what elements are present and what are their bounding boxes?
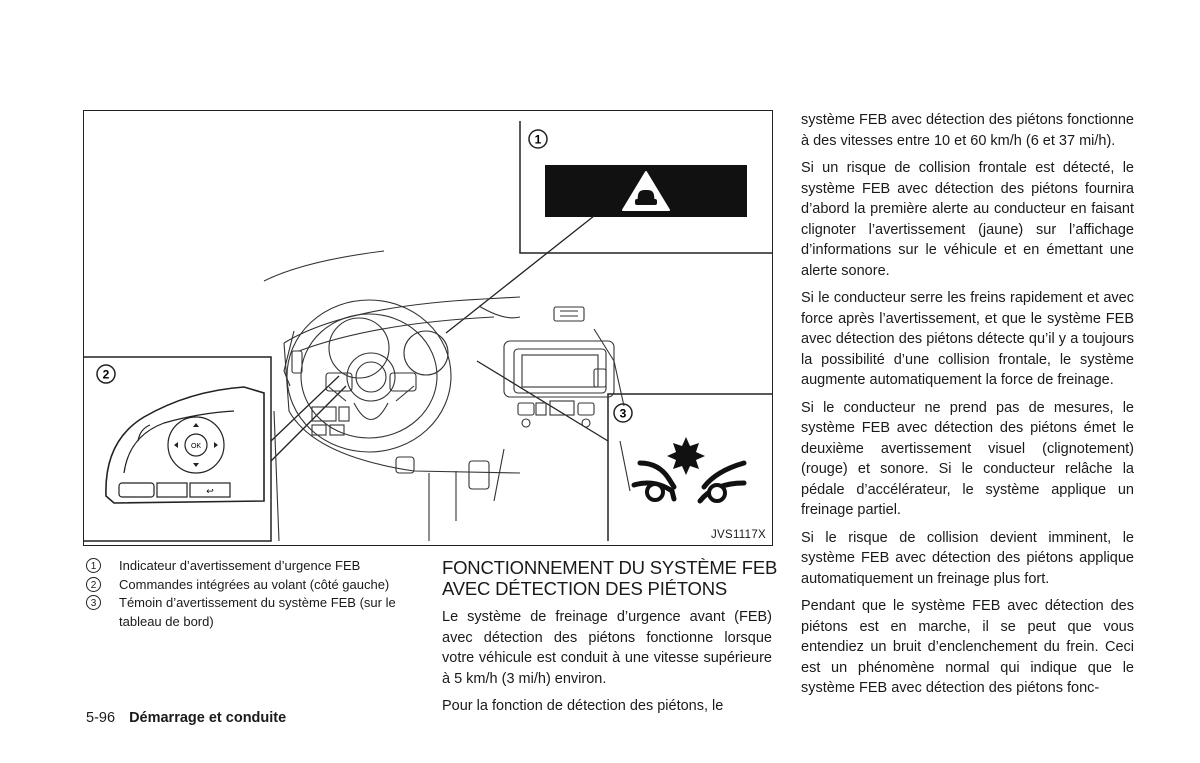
caption-item xyxy=(86,557,426,576)
callout-label-1: 1 xyxy=(534,132,542,147)
caption-number: 3 xyxy=(86,595,101,610)
section-title: FONCTIONNEMENT DU SYSTÈME FEB AVEC DÉTECTION DES PIÉTONS xyxy=(442,557,778,599)
figure-code: JVS1117X xyxy=(710,529,766,541)
chapter-title: Démarrage et conduite xyxy=(129,710,287,726)
paragraph: Si le conducteur ne prend pas de mesures, le système FEB avec détection des piétons émet le deuxième avertissement visuel (clignotement) (rouge) et sonore. Si le conducteur relâche la pédale d’accélérateur, le système applique un freinage partiel. xyxy=(801,399,1134,518)
paragraph: Si le conducteur serre les freins rapidement et avec force après l’avertissement, et que le système FEB avec détection des piétons détecte qu’il y a toujours la possibilité d’une collision frontale, le système augmente automatiquement la force de freinage. xyxy=(801,290,1134,388)
right-column xyxy=(801,110,1134,706)
callout-label-2: 2 xyxy=(102,367,110,382)
caption-text: Indicateur d’avertissement d’urgence FEB xyxy=(119,558,361,573)
callout-box-2 xyxy=(84,357,271,541)
callout-label-3: 3 xyxy=(619,406,627,421)
caption-text: Témoin d’avertissement du système FEB (sur le tableau de bord) xyxy=(119,595,396,629)
back-icon: ↩ xyxy=(206,486,214,496)
callout-box-1 xyxy=(520,121,773,253)
caption-item xyxy=(86,594,426,631)
page-footer xyxy=(86,710,286,726)
caption-item xyxy=(86,576,426,595)
collision-warning-icon xyxy=(634,437,744,501)
paragraph: Pendant que le système FEB avec détection des piétons est en marche, il se peut que vous entendiez un bruit d’enclenchement du frein. Ceci est un phénomène normal qui indique que le système FEB avec détection des piétons fonc- xyxy=(801,598,1134,696)
paragraph: Si le risque de collision devient imminent, le système FEB avec détection des piétons applique automatiquement un freinage plus fort. xyxy=(801,529,1134,587)
paragraph: Le système de freinage d’urgence avant (FEB) avec détection des piétons fonctionne lorsque votre véhicule est conduit à une vitesse supérieure à 5 km/h (3 mi/h) environ. xyxy=(442,609,772,687)
middle-column xyxy=(442,607,772,724)
figure-captions xyxy=(86,557,426,631)
illustration-drawing xyxy=(84,111,773,546)
caption-number: 2 xyxy=(86,577,101,592)
caption-text: Commandes intégrées au volant (côté gauche) xyxy=(119,576,390,592)
ok-label: OK xyxy=(190,443,202,450)
steering-switch-icon xyxy=(106,387,264,503)
caption-number: 1 xyxy=(86,558,101,573)
paragraph: Si un risque de collision frontale est détecté, le système FEB avec détection des piétons fournira d’abord la première alerte au conducteur en faisant clignoter l’avertissement (jaune) sur l’affichage d’informations sur le véhicule et en émettant une alerte sonore. xyxy=(801,160,1134,279)
paragraph: Pour la fonction de détection des piétons, le xyxy=(442,698,724,714)
paragraph: système FEB avec détection des piétons fonctionne à des vitesses entre 10 et 60 km/h (6 et 37 mi/h). xyxy=(801,112,1134,149)
page-number: 5-96 xyxy=(86,710,116,726)
callout-box-3 xyxy=(608,394,773,541)
dashboard-illustration xyxy=(83,110,773,546)
